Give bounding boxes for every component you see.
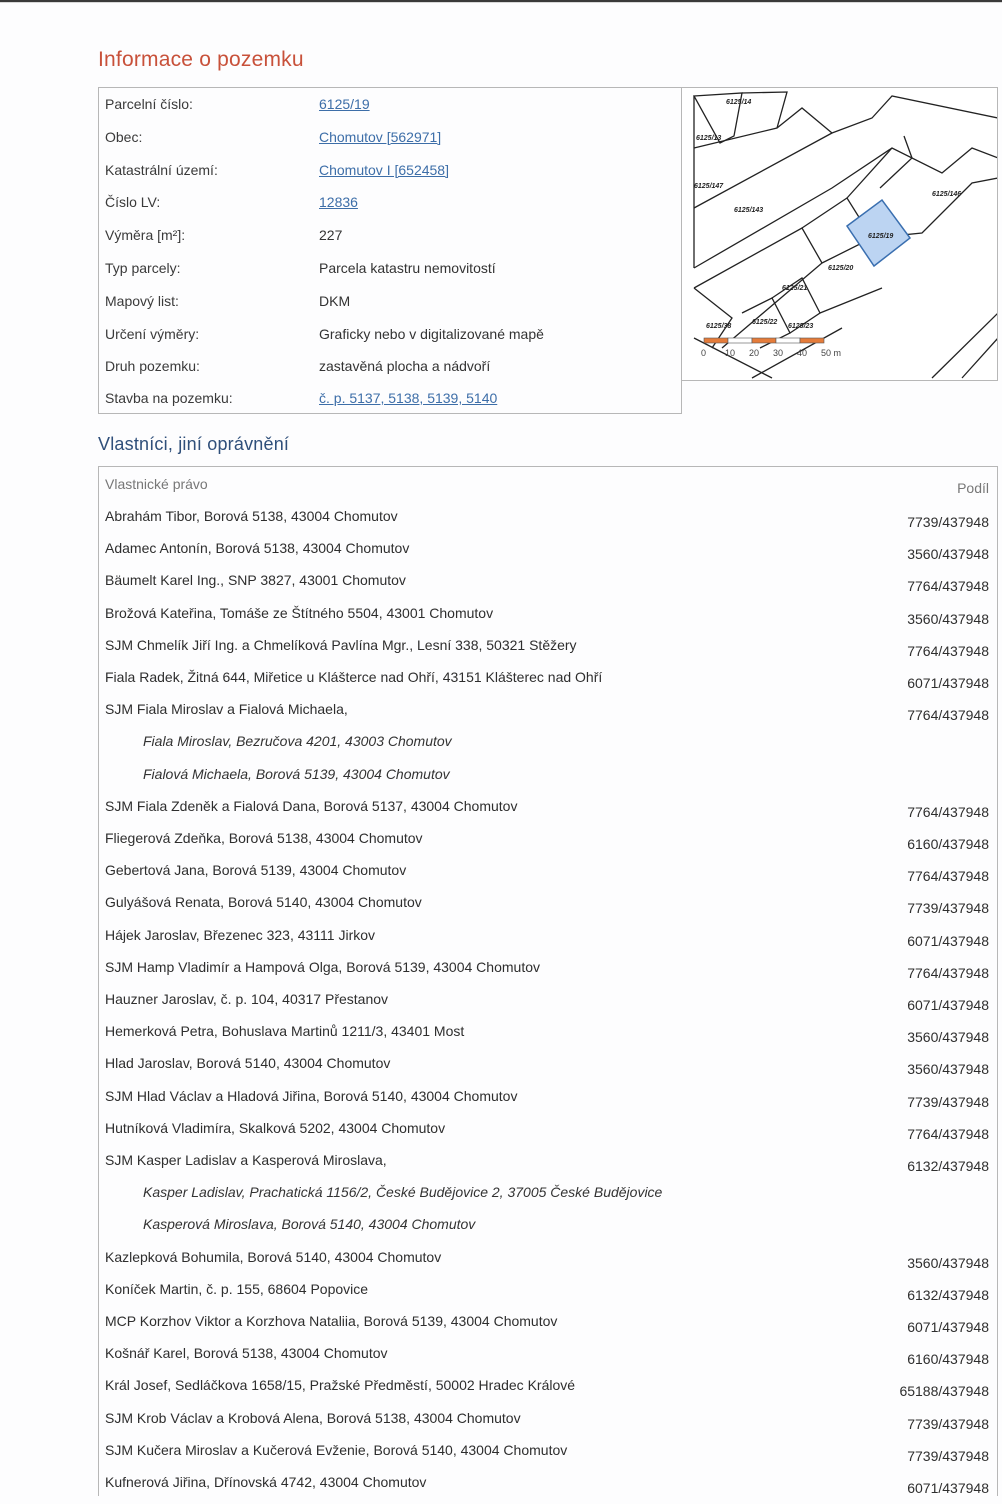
owner-row xyxy=(99,1274,997,1306)
info-label: Katastrální území: xyxy=(105,162,218,178)
owner-share: 6132/437948 xyxy=(907,1158,989,1174)
parcel-label: 6125/143 xyxy=(734,207,764,214)
owner-name: Hájek Jaroslav, Březenec 323, 43111 Jirkov xyxy=(105,926,376,943)
info-row xyxy=(99,350,683,382)
owner-row xyxy=(99,1370,997,1402)
parcel-label: 6125/23 xyxy=(788,323,814,330)
info-value: DKM xyxy=(319,293,351,309)
info-row xyxy=(99,121,683,153)
cadastral-map-drawing xyxy=(682,88,998,381)
owner-share: 7764/437948 xyxy=(907,803,989,820)
parcel-label: 6125/20 xyxy=(828,265,854,272)
owner-name: SJM Krob Václav a Krobová Alena, Borová 5138, 43004 Chomutov xyxy=(105,1409,521,1426)
owner-name: SJM Chmelík Jiří Ing. a Chmelíková Pavlína Mgr., Lesní 338, 50321 Stěžery xyxy=(105,636,577,653)
info-row xyxy=(99,154,683,186)
header-ownership-right: Vlastnické právo xyxy=(105,476,208,492)
info-row xyxy=(99,252,683,284)
owner-name: SJM Hamp Vladimír a Hampová Olga, Borová 5139, 43004 Chomutov xyxy=(105,958,540,975)
owner-row xyxy=(99,1467,997,1499)
owner-row xyxy=(99,823,997,855)
owner-share: 3560/437948 xyxy=(907,1029,989,1046)
info-row xyxy=(99,186,683,218)
parcel-label: 6125/147 xyxy=(694,183,724,190)
owner-name: SJM Kučera Miroslav a Kučerová Evženie, Borová 5140, 43004 Chomutov xyxy=(105,1441,568,1458)
owner-row xyxy=(99,1435,997,1467)
owner-row xyxy=(99,1016,997,1048)
owner-name: Brožová Kateřina, Tomáše ze Štítného 5504, 43001 Chomutov xyxy=(105,604,494,621)
owner-name: Hutníková Vladimíra, Skalková 5202, 43004 Chomutov xyxy=(105,1119,446,1136)
owner-name: Fiala Radek, Žitná 644, Miřetice u Klášterce nad Ohří, 43151 Klášterec nad Ohří xyxy=(105,669,603,685)
owner-subrow xyxy=(99,1209,997,1241)
owner-share: 7739/437948 xyxy=(907,900,989,917)
owner-row xyxy=(99,1242,997,1274)
owner-name: Fiala Miroslav, Bezručova 4201, 43003 Chomutov xyxy=(143,733,452,750)
owner-name: Kasper Ladislav, Prachatická 1156/2, České Budějovice 2, 37005 České Budějovice xyxy=(143,1184,663,1201)
info-value: zastavěná plocha a nádvoří xyxy=(319,358,491,374)
info-row xyxy=(99,88,683,120)
owner-row xyxy=(99,598,997,630)
owner-name: Koníček Martin, č. p. 155, 68604 Popovice xyxy=(105,1280,369,1297)
info-value-link[interactable]: č. p. 5137, 5138, 5139, 5140 xyxy=(319,390,498,406)
owner-share: 7764/437948 xyxy=(907,1125,989,1142)
owner-share: 6071/437948 xyxy=(907,675,989,691)
owner-row xyxy=(99,1306,997,1338)
owner-share: 6160/437948 xyxy=(907,836,989,852)
owner-row xyxy=(99,1081,997,1113)
owner-share: 65188/437948 xyxy=(899,1383,989,1400)
owner-name: Hauzner Jaroslav, č. p. 104, 40317 Přestanov xyxy=(105,991,389,1007)
owners-table xyxy=(98,466,998,1496)
owner-share: 6132/437948 xyxy=(907,1286,989,1303)
section-title-parcel-info: Informace o pozemku xyxy=(98,48,304,71)
info-row xyxy=(99,382,683,414)
scale-label: 30 xyxy=(773,348,784,358)
owner-share: 6071/437948 xyxy=(907,1319,989,1335)
owner-row xyxy=(99,855,997,887)
owner-subrow xyxy=(99,1177,997,1209)
parcel-label: 6125/38 xyxy=(706,323,732,330)
info-value-link[interactable]: 12836 xyxy=(319,194,358,210)
info-label: Výměra [m²]: xyxy=(105,227,186,243)
info-value-link[interactable]: Chomutov I [652458] xyxy=(319,162,449,178)
info-label: Mapový list: xyxy=(105,293,179,309)
owner-row xyxy=(99,533,997,565)
parcel-label: 6125/14 xyxy=(726,99,752,106)
scale-label: 40 xyxy=(797,348,808,358)
info-row xyxy=(99,318,683,350)
parcel-label: 6125/21 xyxy=(782,285,808,292)
owner-row xyxy=(99,565,997,597)
info-value-link[interactable]: 6125/19 xyxy=(319,96,370,112)
owner-row xyxy=(99,952,997,984)
scan-top-edge xyxy=(0,0,1002,10)
owners-table-header xyxy=(99,467,997,501)
owner-row xyxy=(99,791,997,823)
owner-share: 3560/437948 xyxy=(907,1254,989,1271)
parcel-label: 6125/22 xyxy=(752,319,778,326)
owner-name: SJM Fiala Miroslav a Fialová Michaela, xyxy=(105,701,348,718)
owner-name: Kasperová Miroslava, Borová 5140, 43004 Chomutov xyxy=(143,1216,476,1233)
info-label: Číslo LV: xyxy=(105,194,161,210)
section-title-owners: Vlastníci, jiní oprávnění xyxy=(98,434,290,454)
owner-row xyxy=(99,1338,997,1370)
owner-row xyxy=(99,1145,997,1177)
owner-share: 7739/437948 xyxy=(907,1415,989,1432)
owner-row xyxy=(99,920,997,952)
info-row xyxy=(99,285,683,317)
owner-name: Bäumelt Karel Ing., SNP 3827, 43001 Chomutov xyxy=(105,572,406,589)
info-value: 227 xyxy=(319,227,343,243)
scale-segment xyxy=(728,338,752,343)
info-row xyxy=(99,219,683,251)
owner-name: Gulyášová Renata, Borová 5140, 43004 Chomutov xyxy=(105,894,422,911)
owner-share: 7764/437948 xyxy=(907,707,989,724)
owner-name: Košnář Karel, Borová 5138, 43004 Chomutov xyxy=(105,1345,388,1362)
owner-name: MCP Korzhov Viktor a Korzhova Nataliia, Borová 5139, 43004 Chomutov xyxy=(105,1313,558,1329)
owner-name: Kazlepková Bohumila, Borová 5140, 43004 Chomutov xyxy=(105,1248,442,1265)
info-value: Parcela katastru nemovitostí xyxy=(319,260,496,276)
owner-share: 3560/437948 xyxy=(907,1061,989,1078)
owner-share: 6071/437948 xyxy=(907,932,989,949)
owner-share: 3560/437948 xyxy=(907,610,989,627)
info-label: Parcelní číslo: xyxy=(105,96,193,112)
owner-name: Král Josef, Sedláčkova 1658/15, Pražské Předměstí, 50002 Hradec Králové xyxy=(105,1377,576,1394)
scale-segment xyxy=(704,338,728,343)
owner-name: Adamec Antonín, Borová 5138, 43004 Chomutov xyxy=(105,540,410,557)
info-value-link[interactable]: Chomutov [562971] xyxy=(319,129,442,145)
owner-share: 7739/437948 xyxy=(907,1093,989,1110)
owner-subrow xyxy=(99,759,997,791)
header-share: Podíl xyxy=(957,480,989,496)
owner-row xyxy=(99,1403,997,1435)
owner-share: 7764/437948 xyxy=(907,964,989,981)
scale-label: 50 m xyxy=(821,348,842,358)
info-label: Druh pozemku: xyxy=(105,358,200,374)
owner-row xyxy=(99,630,997,662)
owner-share: 7764/437948 xyxy=(907,642,989,659)
info-label: Obec: xyxy=(105,129,143,145)
owner-row xyxy=(99,662,997,694)
owner-name: Abrahám Tibor, Borová 5138, 43004 Chomutov xyxy=(105,508,398,524)
owner-name: Hlad Jaroslav, Borová 5140, 43004 Chomutov xyxy=(105,1055,391,1072)
scale-label: 10 xyxy=(725,348,736,358)
parcel-info-table xyxy=(98,87,682,414)
cadastral-map[interactable] xyxy=(682,87,998,381)
owner-name: SJM Fiala Zdeněk a Fialová Dana, Borová 5137, 43004 Chomutov xyxy=(105,797,518,814)
info-label: Určení výměry: xyxy=(105,326,200,342)
scale-label: 20 xyxy=(749,348,760,358)
owner-name: Gebertová Jana, Borová 5139, 43004 Chomutov xyxy=(105,862,407,879)
owner-row xyxy=(99,501,997,533)
owner-share: 7739/437948 xyxy=(907,1447,989,1464)
owner-share: 3560/437948 xyxy=(907,546,989,563)
owner-share: 7739/437948 xyxy=(907,514,989,530)
scale-label: 0 xyxy=(701,348,707,358)
owner-row xyxy=(99,887,997,919)
scale-segment xyxy=(776,338,800,343)
parcel-label: 6125/146 xyxy=(932,191,962,198)
owner-name: Kufnerová Jiřina, Dřínovská 4742, 43004 Chomutov xyxy=(105,1474,427,1490)
owner-name: Fliegerová Zdeňka, Borová 5138, 43004 Chomutov xyxy=(105,830,423,846)
owner-share: 6071/437948 xyxy=(907,997,989,1013)
owner-name: SJM Kasper Ladislav a Kasperová Miroslava, xyxy=(105,1152,387,1168)
owner-row xyxy=(99,1048,997,1080)
owner-subrow xyxy=(99,726,997,758)
owner-name: Hemerková Petra, Bohuslava Martinů 1211/3, 43401 Most xyxy=(105,1023,465,1040)
owner-share: 7764/437948 xyxy=(907,578,989,595)
owner-name: Fialová Michaela, Borová 5139, 43004 Chomutov xyxy=(143,765,450,782)
owner-row xyxy=(99,694,997,726)
parcel-label: 6125/19 xyxy=(868,233,894,240)
owner-share: 6071/437948 xyxy=(907,1480,989,1496)
owner-row xyxy=(99,1113,997,1145)
parcel-label: 6125/13 xyxy=(696,135,722,142)
info-value: Graficky nebo v digitalizované mapě xyxy=(319,326,544,342)
owner-name: SJM Hlad Václav a Hladová Jiřina, Borová 5140, 43004 Chomutov xyxy=(105,1087,518,1104)
owner-share: 7764/437948 xyxy=(907,868,989,885)
info-label: Typ parcely: xyxy=(105,260,181,276)
scale-segment xyxy=(800,338,824,343)
owner-row xyxy=(99,984,997,1016)
scale-segment xyxy=(752,338,776,343)
info-label: Stavba na pozemku: xyxy=(105,390,233,406)
owner-share: 6160/437948 xyxy=(907,1351,989,1368)
